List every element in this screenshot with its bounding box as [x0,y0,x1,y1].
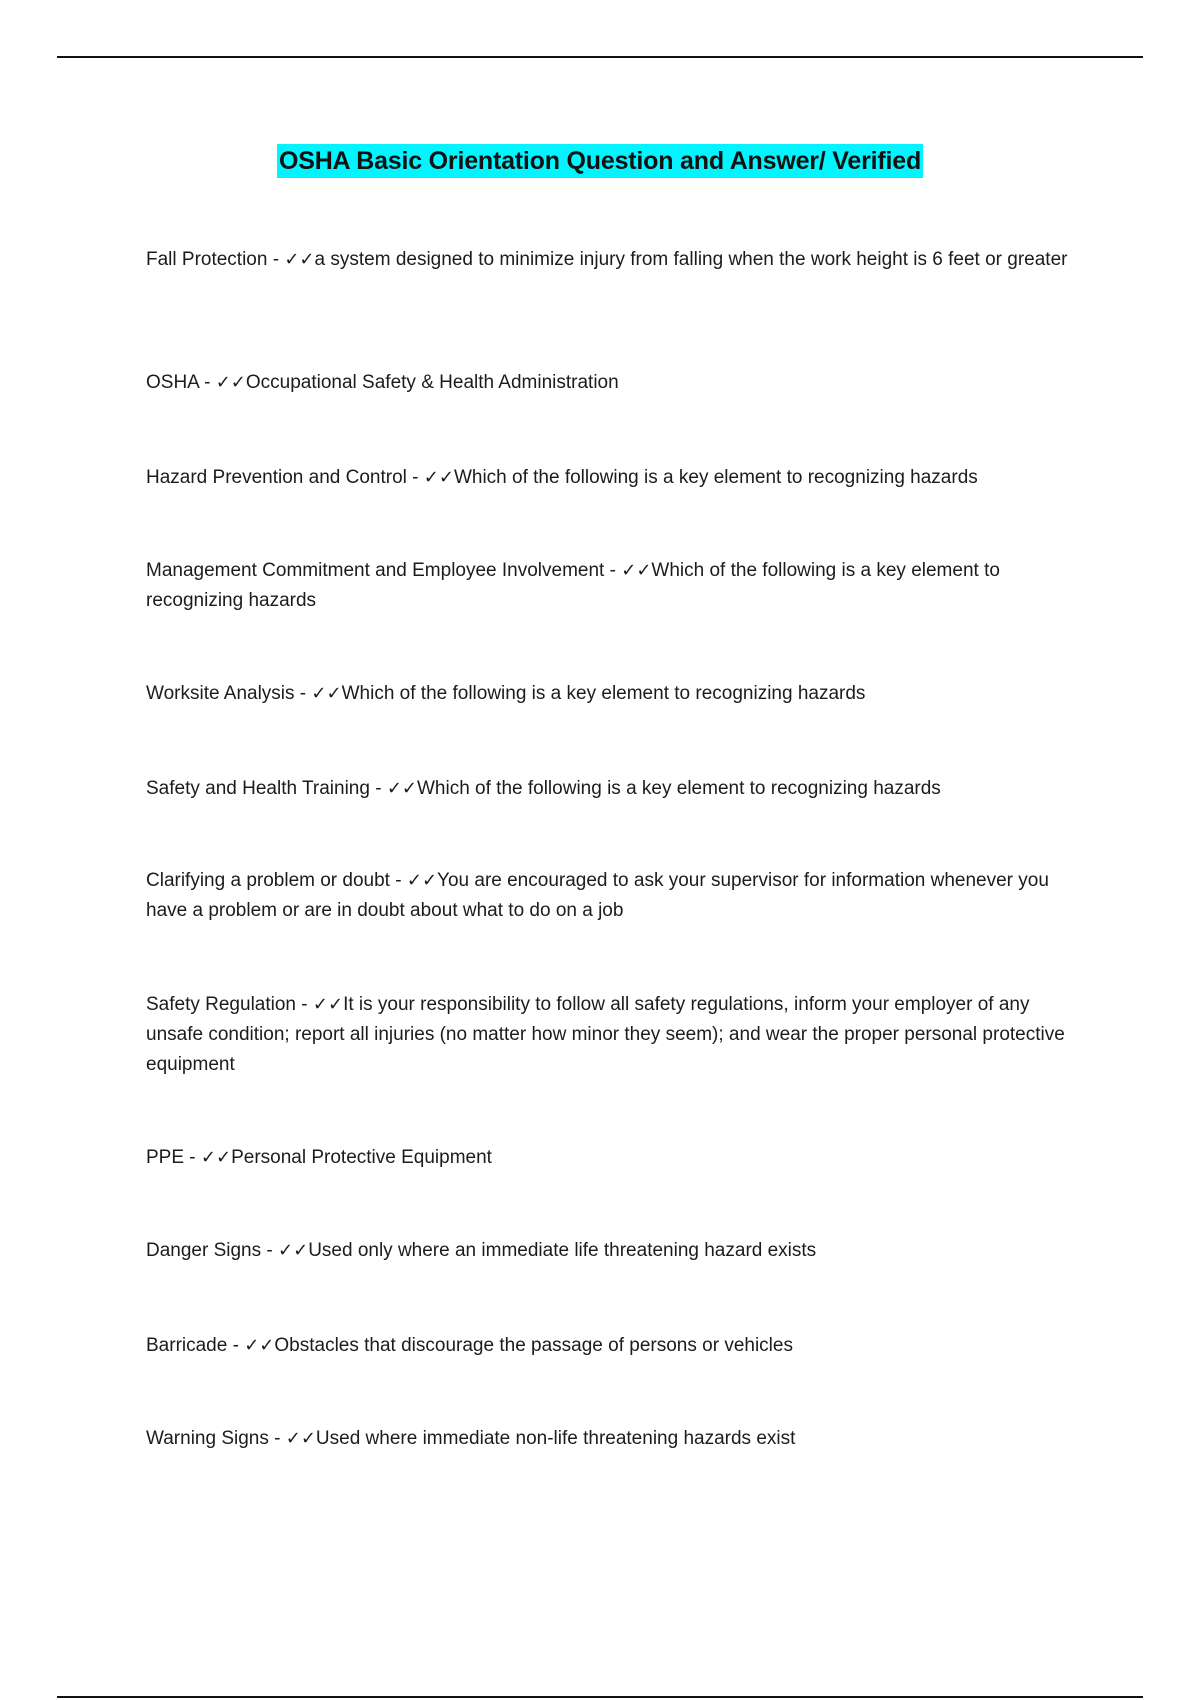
entry-definition: Used only where an immediate life threatening hazard exists [308,1240,817,1261]
entry-term: Worksite Analysis [146,683,295,704]
entry-separator: - [389,870,407,891]
entry-term: PPE [146,1147,185,1168]
entry-hazard-prevention [146,463,1090,493]
entry-term: Safety Regulation [146,994,296,1015]
entry-barricade [146,1331,1090,1361]
entry-term: Clarifying a problem or doubt [146,870,390,891]
double-check-icon: ✓✓ [423,467,454,488]
entry-separator: - [267,249,285,270]
entry-definition: Occupational Safety & Health Administration [245,372,619,393]
entry-separator: - [406,467,424,488]
entry-separator: - [296,994,313,1015]
top-rule [57,56,1143,58]
entry-fall-protection [146,245,1090,275]
double-check-icon: ✓✓ [244,1335,275,1356]
entry-danger-signs [146,1236,1090,1266]
entry-definition: Which of the following is a key element to recognizing hazards [146,560,1006,611]
double-check-icon: ✓✓ [215,372,246,393]
entry-term: Barricade [146,1335,228,1356]
entry-warning-signs [146,1424,1090,1454]
entry-separator: - [294,683,312,704]
double-check-icon: ✓✓ [406,870,438,891]
entry-separator: - [198,372,216,393]
double-check-icon: ✓✓ [621,560,652,581]
entry-management-commitment [146,556,1090,616]
entry-term: Warning Signs [146,1428,269,1449]
entry-term: Management Commitment and Employee Involvement [146,560,605,581]
entry-definition: Obstacles that discourage the passage of persons or vehicles [274,1335,793,1356]
entry-definition: You are encouraged to ask your supervisor for information whenever you have a problem or are in doubt about what to do on a job [146,870,1055,921]
entry-definition: Which of the following is a key element to recognizing hazards [416,778,941,799]
entry-separator: - [184,1147,201,1168]
entry-clarifying-problem [146,866,1090,926]
entry-worksite-analysis [146,679,1090,709]
entry-term: OSHA [146,372,199,393]
entry-separator: - [268,1428,286,1449]
entry-term: Fall Protection [146,249,268,270]
bottom-rule [57,1696,1143,1698]
double-check-icon: ✓✓ [278,1240,309,1261]
entry-definition: Which of the following is a key element to recognizing hazards [341,683,866,704]
double-check-icon: ✓✓ [284,249,315,270]
entry-safety-regulation [146,990,1090,1080]
entry-term: Hazard Prevention and Control [146,467,407,488]
entry-separator: - [604,560,622,581]
double-check-icon: ✓✓ [200,1147,232,1168]
entry-definition: It is your responsibility to follow all safety regulations, inform your employer of any unsafe condition; report all injuries (no matter how minor they seem); and wear the proper personal protective equipment [146,994,1071,1075]
title-container [0,144,1200,178]
entry-definition: Personal Protective Equipment [231,1147,492,1168]
entry-definition: Which of the following is a key element to recognizing hazards [453,467,978,488]
entry-term: Danger Signs [146,1240,262,1261]
entry-term: Safety and Health Training [146,778,370,799]
entry-definition: a system designed to minimize injury from falling when the work height is 6 feet or greater [314,249,1068,270]
entry-safety-health-training [146,774,1090,804]
entry-ppe [146,1143,1090,1173]
document-title: OSHA Basic Orientation Question and Answer/ Verified [277,144,923,178]
double-check-icon: ✓✓ [285,1428,316,1449]
entry-separator: - [261,1240,279,1261]
entry-separator: - [369,778,387,799]
double-check-icon: ✓✓ [311,683,342,704]
double-check-icon: ✓✓ [312,994,344,1015]
entry-osha [146,368,1090,398]
double-check-icon: ✓✓ [386,778,417,799]
entry-separator: - [227,1335,245,1356]
entry-definition: Used where immediate non-life threatening hazards exist [315,1428,796,1449]
